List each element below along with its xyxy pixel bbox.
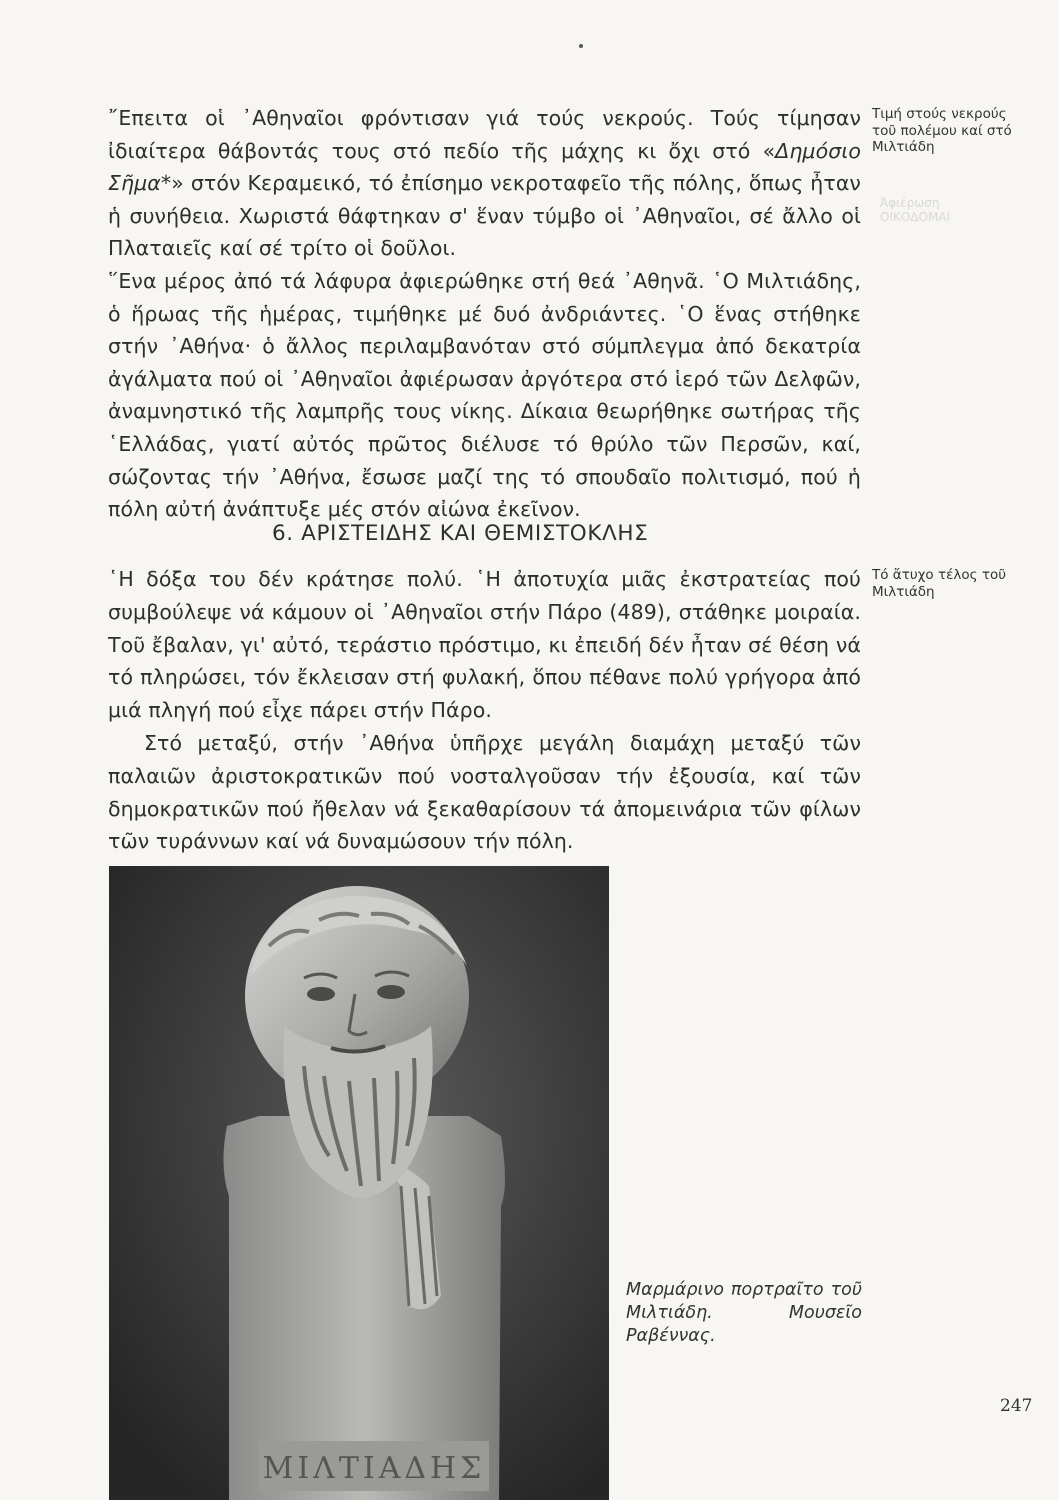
paragraph-miltiades-fate: ῾Η δόξα του δέν κράτησε πολύ. ῾Η ἀποτυχία μιᾶς ἐκστρατείας πού συμβούλεψε νά κάμουν οἱ ᾿Αθηναῖοι στήν Πάρο (489), στάθηκε μοιραία. Τοῦ ἔβαλαν, γι' αὐτό, τεράστιο πρόστιμο, κι ἐπειδή δέν ἦταν σέ θέση νά τό πληρώσει, τόν ἔκλεισαν στή φυλακή, ὅπου πέθανε πολύ γρήγορα ἀπό μιά πληγή πού εἶχε πάρει στήν Πάρο.	[108, 567, 861, 723]
demosion-sema-term: Δημόσιο Σῆμα*	[108, 138, 861, 196]
section-text-block	[108, 563, 861, 858]
margin-note-miltiades-end: Τό ἄτυχο τέλος τοῦ Μιλτιάδη	[872, 567, 1007, 600]
margin-note-honors: Τιμή στούς νεκρούς τοῦ πολέμου καί στό Μιλτιάδη	[872, 106, 1012, 155]
print-speck	[579, 44, 583, 48]
paragraph-political-conflict: Στό μεταξύ, στήν ᾿Αθήνα ὑπῆρχε μεγάλη διαμάχη μεταξύ τῶν παλαιῶν ἀριστοκρατικῶν πού νοσταλγοῦσαν τήν ἐξουσία, καί τῶν δημοκρατικῶν πού ἤθελαν νά ξεκαθαρίσουν τά ἀπομεινάρια τῶν φίλων τῶν τυράννων καί νά δυναμώσουν τήν πόλη.	[108, 730, 861, 854]
miltiades-bust-photo	[109, 866, 609, 1500]
page-number: 247	[1000, 1396, 1033, 1416]
section-title: 6. ΑΡΙΣΤΕΙΔΗΣ ΚΑΙ ΘΕΜΙΣΤΟΚΛΗΣ	[272, 521, 649, 546]
photo-caption: Μαρμάρινο πορτραῖτο τοῦ Μιλτιάδη. Μουσεῖο Ραβέννας.	[626, 1280, 862, 1346]
paragraph-spoils: ῞Ενα μέρος ἀπό τά λάφυρα ἀφιερώθηκε στή θεά ᾿Αθηνᾶ. ῾Ο Μιλτιάδης, ὁ ἥρωας τῆς ἡμέρας, τιμήθηκε μέ δυό ἀνδριάντες. ῾Ο ἕνας στήθηκε στήν ᾿Αθήνα· ὁ ἄλλος περιλαμβανόταν στό σύμπλεγμα ἀπό δεκατρία ἀγάλματα πού οἱ ᾿Αθηναῖοι ἀφιέρωσαν ἀργότερα στό ἱερό τῶν Δελφῶν, ἀναμνηστικό τῆς λαμπρῆς τους νίκης. Δίκαια θεωρήθηκε σωτήρας τῆς ῾Ελλάδας, γιατί αὐτός πρῶτος διέλυσε τό θρύλο τῶν Περσῶν, καί, σώζοντας τήν ᾿Αθήνα, ἔσωσε μαζί της τό σπουδαῖο πολιτισμό, πού ἡ πόλη αὐτή ἀνάπτυξε μές στόν αἰώνα ἐκεῖνον.	[108, 268, 861, 522]
marble-bust-illustration	[109, 866, 609, 1500]
bust-inscription: ΜΙΛΤΙΑΔΗΣ	[262, 1451, 486, 1486]
main-text-block	[108, 102, 861, 526]
paragraph-dead-honors: ῎Επειτα οἱ ᾿Αθηναῖοι φρόντισαν γιά τούς νεκρούς. Τούς τίμησαν ἰδιαίτερα θάβοντάς τους στό πεδίο τῆς μάχης κι ὄχι στό «Δημόσιο Σῆμα*» στόν Κεραμεικό, τό ἐπίσημο νεκροταφεῖο τῆς πόλης, ὅπως ἦταν ἡ συνήθεια. Χωριστά θάφτηκαν σ' ἕναν τύμβο οἱ ᾿Αθηναῖοι, σέ ἄλλο οἱ Πλαταιεῖς καί σέ τρίτο οἱ δοῦλοι.	[108, 106, 861, 261]
bleed-through-text: Ἀφιέρωση ΟΙΚΟΔΟΜΑΙ	[880, 196, 951, 224]
